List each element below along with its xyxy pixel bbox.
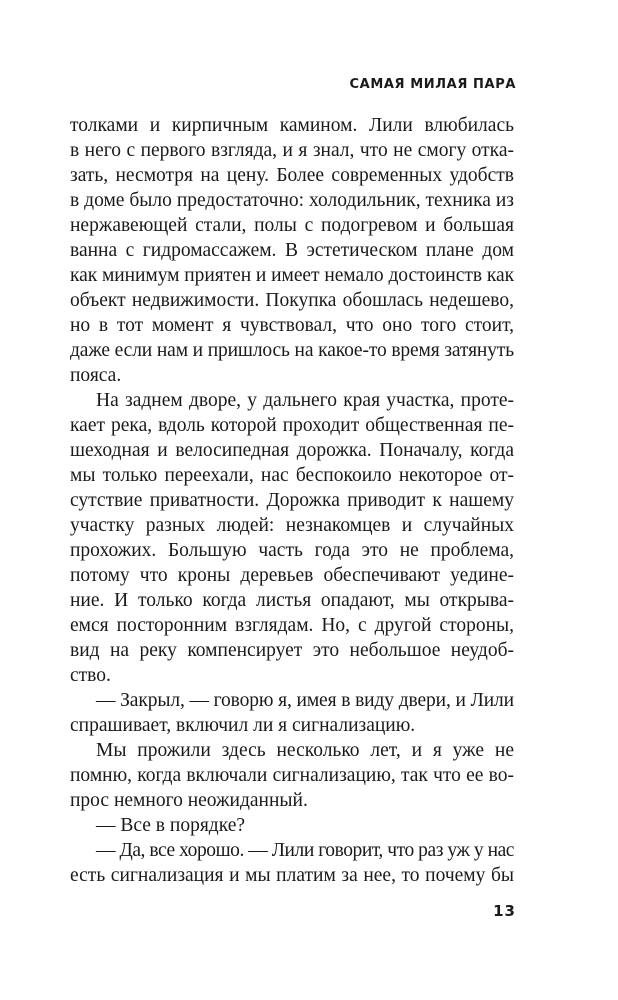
text-line: в него с первого взгляда, и я знал, что не смогу отка- (70, 140, 514, 161)
text-line: емся посторонним взглядам. Но, с другой стороны, (70, 615, 514, 636)
text-line: — Все в порядке? (96, 815, 246, 836)
text-line: Мы прожили здесь несколько лет, и я уже не (96, 740, 514, 761)
text-line: прохожих. Большую часть года это не проблема, (70, 540, 514, 561)
body-text (70, 113, 514, 888)
text-line: нержавеющей стали, полы с подогревом и большая (70, 215, 514, 236)
text-line: участку разных людей: незнакомцев и случайных (70, 515, 514, 536)
text-line: мы только переехали, нас беспокоило некоторое от- (70, 465, 514, 486)
text-line: сутствие приватности. Дорожка приводит к нашему (70, 490, 514, 511)
text-line: потому что кроны деревьев обеспечивают уедине- (70, 565, 514, 586)
text-line: толками и кирпичным камином. Лили влюбилась (70, 115, 514, 136)
text-line: — Да, все хорошо. — Лили говорит, что раз уж у нас (96, 840, 514, 861)
text-line: но в тот момент я чувствовал, что оно того стоит, (70, 315, 514, 336)
text-line: объект недвижимости. Покупка обошлась недешево, (70, 290, 514, 311)
text-line: как минимум приятен и имеет немало достоинств как (70, 265, 514, 286)
text-line: На заднем дворе, у дальнего края участка, проте- (96, 390, 514, 411)
text-line: помню, когда включали сигнализацию, так что ее во- (70, 765, 514, 786)
text-line: ние. И только когда листья опадают, мы открыва- (70, 590, 514, 611)
text-line: шеходная и велосипедная дорожка. Поначалу, когда (70, 440, 514, 461)
page-number: 13 (493, 902, 516, 920)
text-line: в доме было предостаточно: холодильник, техника из (70, 190, 514, 211)
text-line: зать, несмотря на цену. Более современных удобств (70, 165, 514, 186)
text-line: вид на реку компенсирует это небольшое неудоб- (70, 640, 514, 661)
text-line: спрашивает, включил ли я сигнализацию. (70, 715, 416, 736)
running-title: САМАЯ МИЛАЯ ПАРА (349, 77, 516, 92)
text-line: есть сигнализация и мы платим за нее, то почему бы (70, 865, 514, 886)
text-line: — Закрыл, — говорю я, имея в виду двери, и Лили (96, 690, 514, 711)
text-line: ванна с гидромассажем. В эстетическом плане дом (70, 240, 514, 261)
text-line: прос немного неожиданный. (70, 790, 308, 811)
text-line: пояса. (70, 365, 122, 386)
text-line: даже если нам и пришлось на какое-то время затянуть (70, 340, 514, 361)
text-line: ство. (70, 665, 111, 686)
text-line: кает река, вдоль которой проходит общественная пе- (70, 415, 514, 436)
